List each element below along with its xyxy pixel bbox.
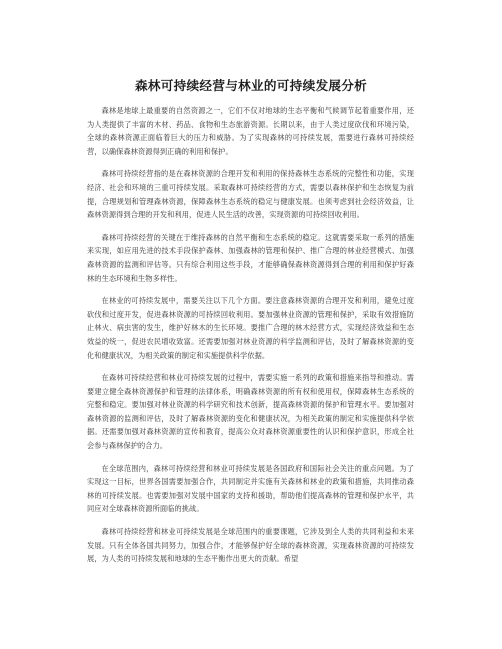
document-body xyxy=(87,104,414,575)
paragraph: 森林是地球上最重要的自然资源之一，它们不仅对地球的生态平衡和气候调节起着重要作用，还为人类提供了丰富的木材、药品、食物和生态旅游资源。长期以来，由于人类过度砍伐和环境污染，全球的森林资源正面临着巨大的压力和威胁。为了实现森林的可持续发展，需要进行森林可持续经营，以确保森林资源得到正确的利用和保护。 xyxy=(87,106,414,156)
paragraph: 在全球范围内，森林可持续经营和林业可持续发展是各国政府和国际社会关注的重点问题。为了实现这一目标，世界各国需要加强合作，共同制定并实施有关森林和林业的政策和措施，共同推动森林的可持续发展。也需要加强对发展中国家的支持和援助，帮助他们提高森林的管理和保护水平，共同应对全球森林资源所面临的挑战。 xyxy=(87,463,414,514)
document-title: 森林可持续经营与林业的可持续发展分析 xyxy=(134,78,368,93)
paragraph: 森林可持续经营的关键在于维持森林的自然平衡和生态系统的稳定。这就需要采取一系列的措施来实现，如应用先进的技术手段保护森林、加强森林的管理和保护、推广合理的林业经营模式、加强森林资源的监测和评估等。只有综合利用这些手段，才能够确保森林资源得到合理的利用和保护好森林的生态环境和生物多样性。 xyxy=(87,232,414,283)
paragraph: 森林可持续经营指的是在森林资源的合理开发和利用的保持森林生态系统的完整性和功能，实现经济、社会和环境的三重可持续发展。采取森林可持续经营的方式，需要以森林保护和生态恢复为前提，合理规划和管理森林资源，保障森林生态系统的稳定与健康发展。也须考虑到社会经济效益，让森林资源得到合理的开发和利用，促进人民生活的改善，实现资源的可持续回收利用。 xyxy=(87,169,414,220)
paragraph: 在林业的可持续发展中，需要关注以下几个方面。要注意森林资源的合理开发和利用，避免过度砍伐和过度开发，促进森林资源的可持续回收利用。要加强林业资源的管理和保护，采取有效措施防止林火、病虫害的发生，维护好林木的生长环境。要推广合理的林木经营方式，实现经济效益和生态效益的统一，促进农民增收致富。还需要加强对林业资源的科学监测和评估，及时了解森林资源的变化和健康状况，为相关政策的制定和实施提供科学依据。 xyxy=(87,296,414,360)
paragraph: 森林可持续经营和林业可持续发展是全球范围内的重要课题，它涉及到全人类的共同利益和未来发展。只有全体各国共同努力，加强合作，才能够保护好全球的森林资源，实现森林资源的可持续发展，为人类的可持续发展和地球的生态平衡作出更大的贡献。希望 xyxy=(87,527,414,564)
paragraph: 在森林可持续经营和林业可持续发展的过程中，需要实施一系列的政策和措施来指导和推动。需要建立健全森林资源保护和管理的法律体系，明确森林资源的所有权和使用权，保障森林生态系统的完整和稳定。要加强对林业资源的科学研究和技术创新，提高森林资源的保护和管理水平。要加强对森林资源的监测和评估，及时了解森林资源的变化和健康状况，为相关政策的制定和实施提供科学依据。还需要加强对森林资源的宣传和教育，提高公众对森林资源重要性的认识和保护意识，形成全社会参与森林保护的合力。 xyxy=(87,373,414,451)
